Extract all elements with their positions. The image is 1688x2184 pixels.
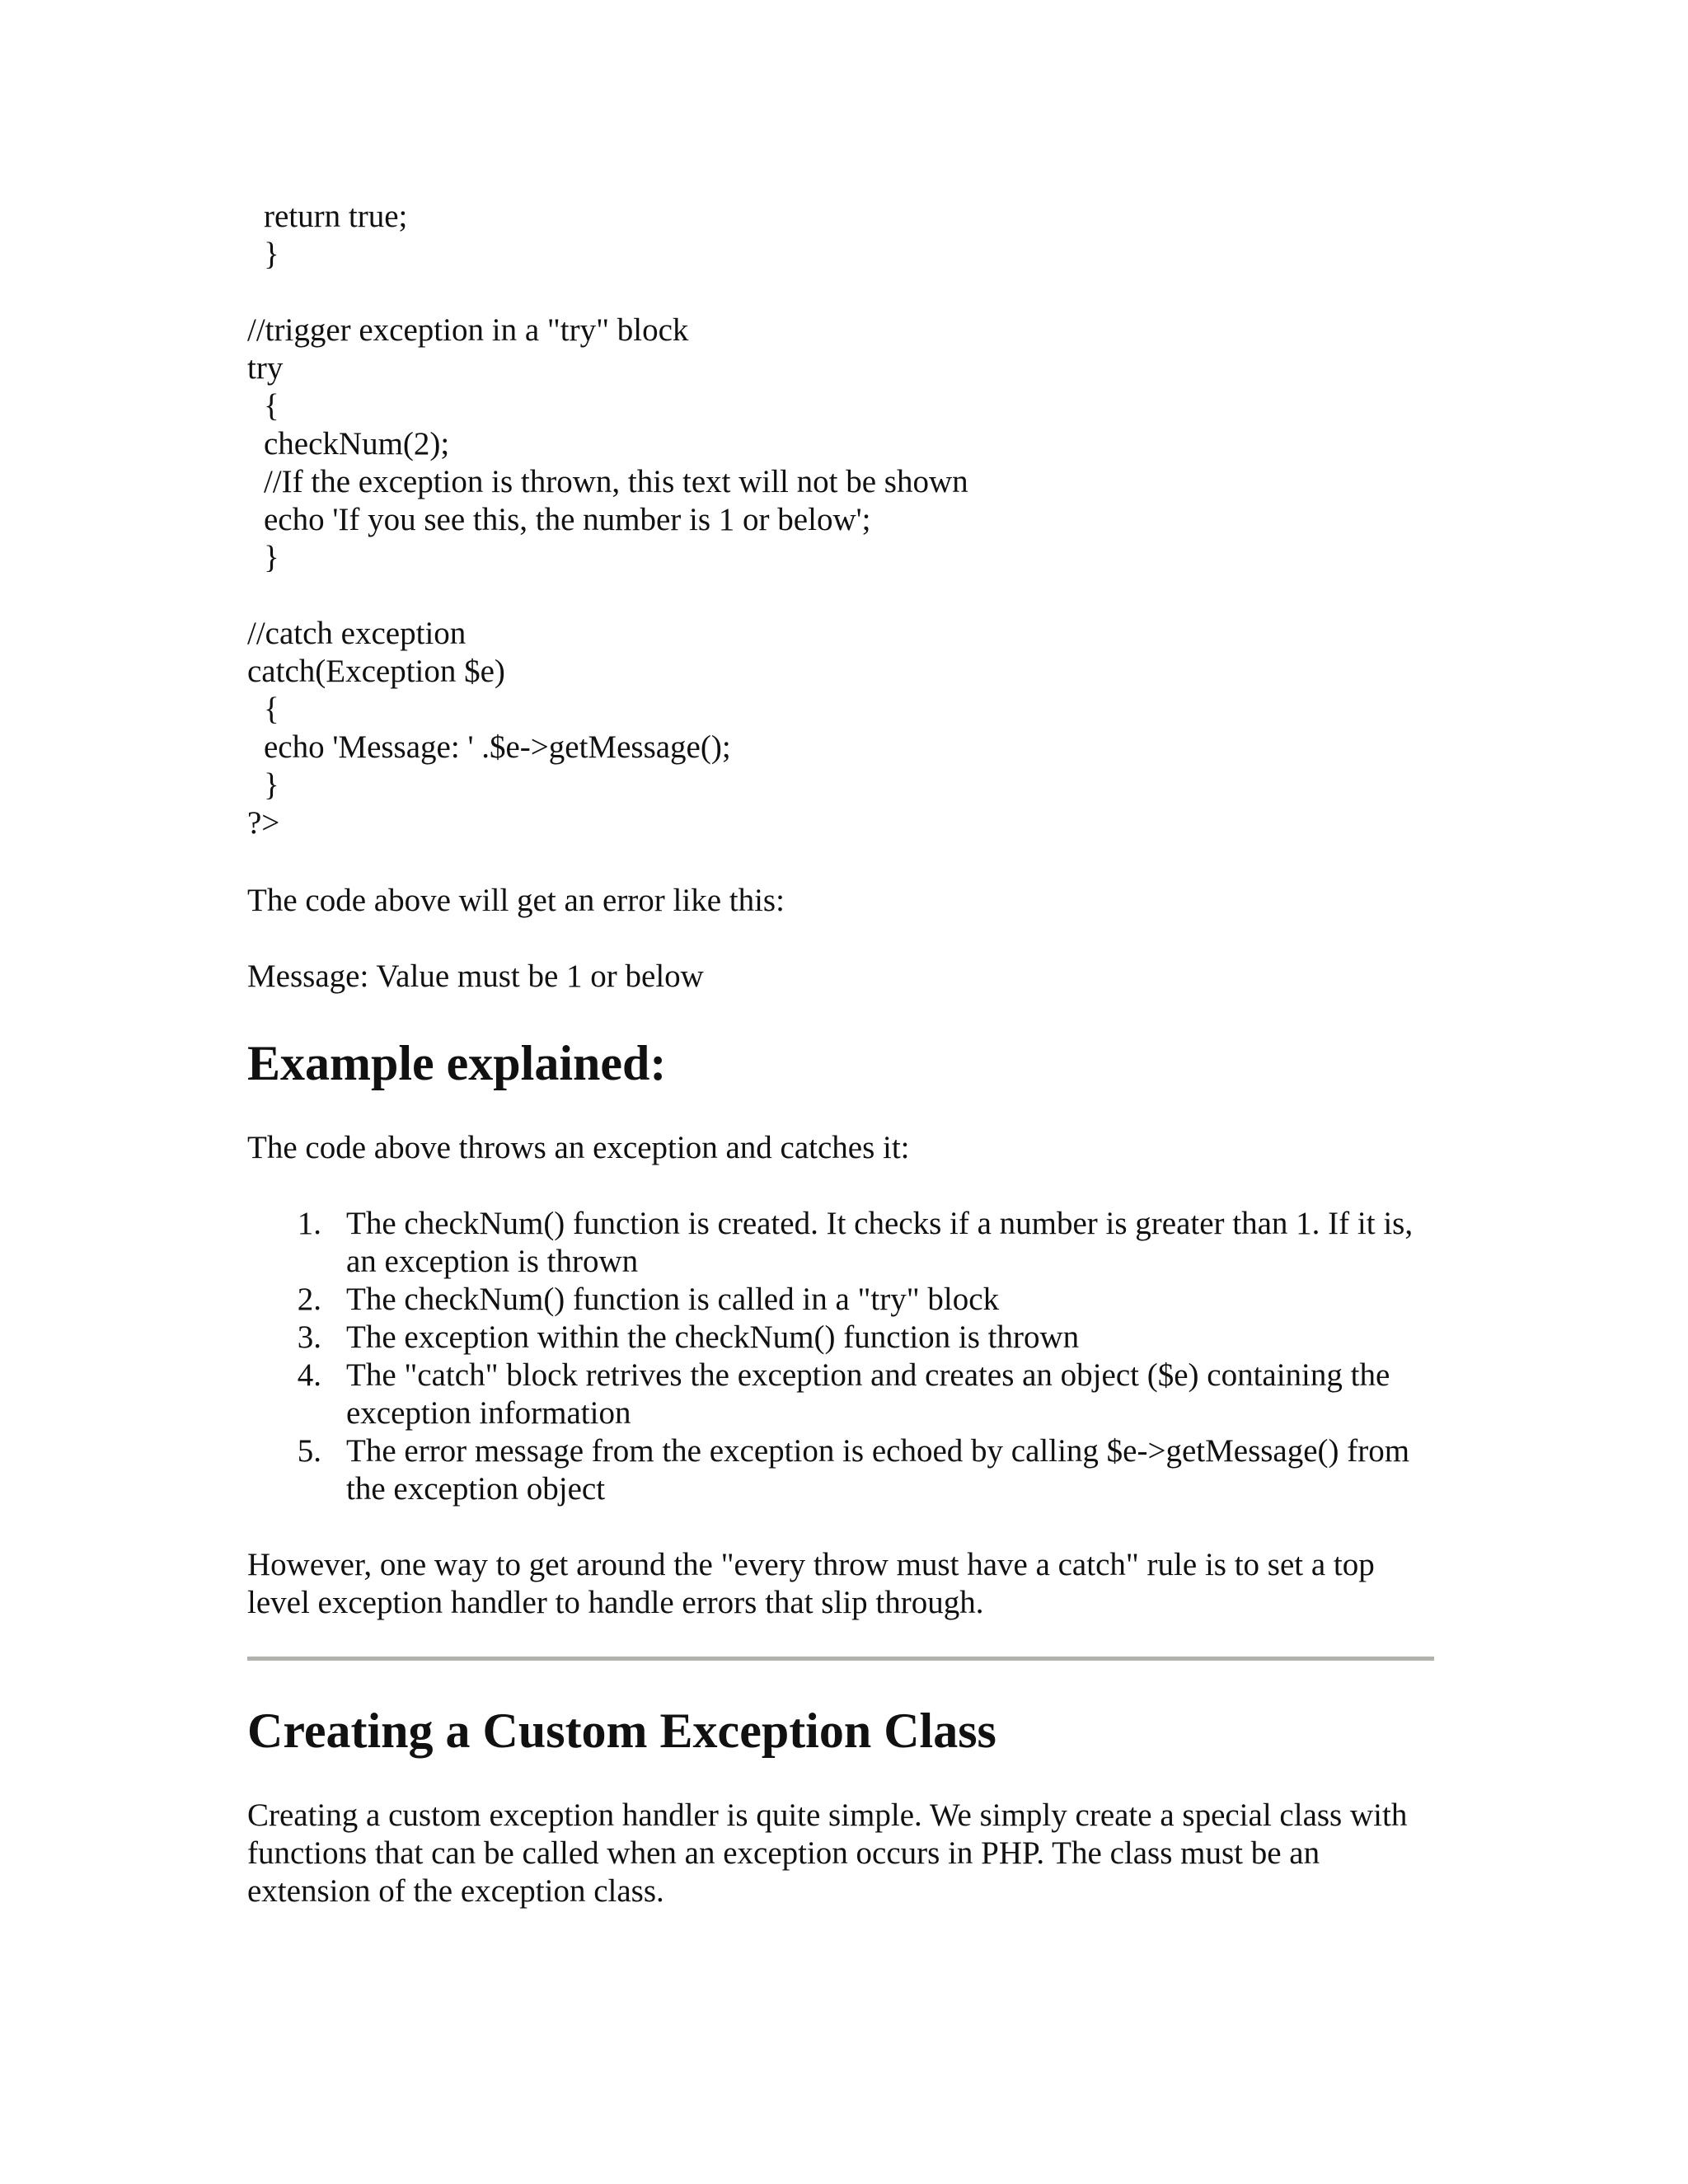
- code-line: {: [264, 691, 279, 727]
- code-line: }: [264, 540, 279, 575]
- error-message-paragraph: Message: Value must be 1 or below: [247, 958, 704, 994]
- code-line: }: [264, 237, 279, 272]
- code-line: catch(Exception $e): [247, 654, 505, 689]
- list-item-number: 4.: [297, 1357, 321, 1393]
- list-item-number: 3.: [297, 1319, 321, 1355]
- horizontal-rule: [247, 1657, 1434, 1661]
- list-item: The checkNum() function is created. It checks if a number is greater than 1. If it is, an exception is thrown: [346, 1206, 1414, 1279]
- list-item-number: 1.: [297, 1206, 321, 1241]
- code-line: //trigger exception in a "try" block: [247, 312, 689, 348]
- code-line: //catch exception: [247, 616, 467, 651]
- list-item: The error message from the exception is echoed by calling $e->getMessage() from the exception object: [346, 1433, 1410, 1507]
- however-paragraph: However, one way to get around the "every throw must have a catch" rule is to set a top level exception handler to handle errors that slip through.: [247, 1547, 1375, 1620]
- code-line: try: [247, 350, 284, 386]
- code-line: }: [264, 767, 279, 803]
- custom-exception-paragraph: Creating a custom exception handler is quite simple. We simply create a special class with functions that can be called when an exception occurs in PHP. The class must be an extension of the exception class.: [247, 1797, 1408, 1909]
- code-line: ?>: [247, 805, 280, 841]
- list-item: The checkNum() function is called in a "try" block: [346, 1282, 1000, 1317]
- example-explained-heading: Example explained:: [247, 1036, 667, 1090]
- throws-paragraph: The code above throws an exception and catches it:: [247, 1130, 910, 1165]
- code-line: checkNum(2);: [264, 426, 450, 462]
- list-item-number: 2.: [297, 1282, 321, 1317]
- code-line: {: [264, 388, 279, 424]
- list-item: The exception within the checkNum() function is thrown: [346, 1319, 1080, 1355]
- list-item: The "catch" block retrives the exception and creates an object ($e) containing the exception information: [346, 1357, 1390, 1431]
- code-line: echo 'Message: ' .$e->getMessage();: [264, 729, 731, 765]
- code-line: //If the exception is thrown, this text will not be shown: [264, 464, 968, 499]
- list-item-number: 5.: [297, 1433, 321, 1469]
- error-intro-paragraph: The code above will get an error like this:: [247, 883, 785, 918]
- code-line: echo 'If you see this, the number is 1 or below';: [264, 502, 871, 537]
- custom-exception-heading: Creating a Custom Exception Class: [247, 1704, 996, 1758]
- code-line: return true;: [264, 199, 408, 234]
